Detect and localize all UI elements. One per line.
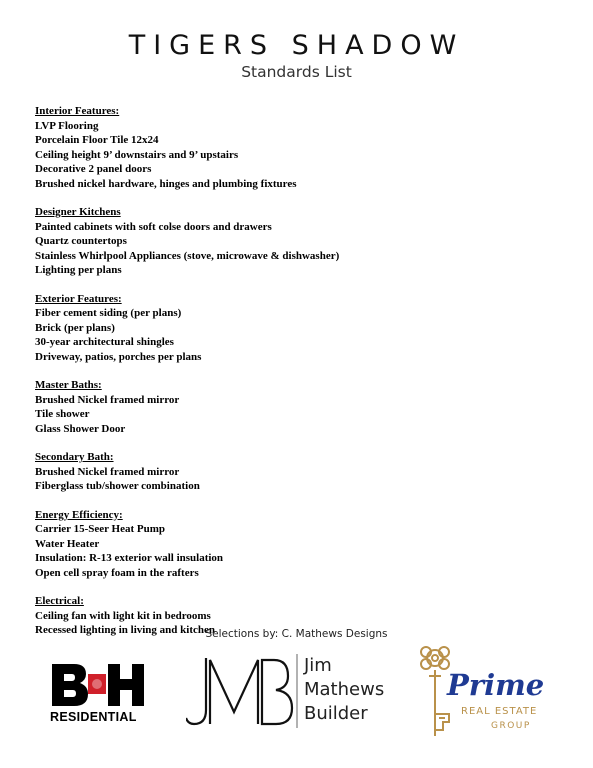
- list-item: Tile shower: [35, 408, 90, 420]
- jmb-monogram-icon: [186, 652, 298, 730]
- prime-real-estate-text: REAL ESTATE: [461, 706, 538, 717]
- list-item: Glass Shower Door: [35, 422, 126, 435]
- list-item: Fiberglass tub/shower combination: [35, 480, 200, 492]
- list-item: Quartz countertops: [35, 235, 127, 247]
- list-item: Brushed Nickel framed mirror: [35, 465, 180, 478]
- bh-residential-label: RESIDENTIAL: [50, 710, 137, 724]
- section-exterior-features: [35, 292, 575, 365]
- selections-credit: Selections by: C. Mathews Designs: [205, 628, 388, 640]
- list-item: LVP Flooring: [35, 119, 99, 132]
- list-item: Porcelain Floor Tile 12x24: [35, 134, 159, 146]
- prime-wordmark: Prime: [447, 668, 545, 702]
- list-item: Ceiling fan with light kit in bedrooms: [35, 609, 211, 622]
- list-item: Water Heater: [35, 537, 100, 550]
- section-energy-efficiency: [35, 508, 575, 581]
- prime-real-estate-logo: [415, 640, 575, 740]
- list-item: Brushed Nickel framed mirror: [35, 393, 180, 406]
- prime-group-text: GROUP: [491, 721, 531, 731]
- page-subtitle: Standards List: [241, 63, 352, 81]
- section-heading: Designer Kitchens: [35, 206, 121, 218]
- list-item: Decorative 2 panel doors: [35, 163, 152, 175]
- list-item: Stainless Whirlpool Appliances (stove, microwave & dishwasher): [35, 249, 340, 262]
- section-heading: Electrical:: [35, 595, 84, 607]
- page-title: TIGERS SHADOW: [128, 30, 465, 61]
- list-item: Brick (per plans): [35, 321, 115, 334]
- list-item: Lighting per plans: [35, 264, 122, 276]
- section-heading: Secondary Bath:: [35, 451, 114, 463]
- section-heading: Exterior Features:: [35, 292, 122, 305]
- jmb-line-builder: Builder: [304, 703, 368, 724]
- list-item: Open cell spray foam in the rafters: [35, 566, 199, 579]
- list-item: Insulation: R-13 exterior wall insulation: [35, 552, 224, 564]
- bh-monogram-icon: [48, 660, 158, 710]
- list-item: Recessed lighting in living and kitchen: [35, 624, 216, 636]
- bh-residential-logo: [48, 660, 158, 726]
- list-item: Fiber cement siding (per plans): [35, 307, 182, 319]
- list-item: Painted cabinets with soft colse doors and drawers: [35, 220, 272, 233]
- list-item: Driveway, patios, porches per plans: [35, 350, 202, 363]
- list-item: Brushed nickel hardware, hinges and plumbing fixtures: [35, 177, 297, 190]
- section-interior-features: [35, 104, 575, 191]
- jmb-name: [304, 654, 384, 726]
- section-heading: Master Baths:: [35, 379, 102, 391]
- standards-list: [35, 104, 575, 652]
- section-designer-kitchens: [35, 205, 575, 278]
- section-heading: Interior Features:: [35, 105, 120, 117]
- jmb-line-jim: Jim: [304, 655, 332, 676]
- jmb-line-mathews: Mathews: [304, 679, 385, 700]
- section-secondary-bath: [35, 450, 575, 494]
- list-item: Carrier 15-Seer Heat Pump: [35, 523, 166, 535]
- list-item: 30-year architectural shingles: [35, 336, 174, 348]
- list-item: Ceiling height 9’ downstairs and 9’ upstairs: [35, 148, 239, 161]
- section-master-baths: [35, 378, 575, 436]
- jmb-builder-logo: [186, 652, 406, 732]
- section-heading: Energy Efficiency:: [35, 508, 123, 521]
